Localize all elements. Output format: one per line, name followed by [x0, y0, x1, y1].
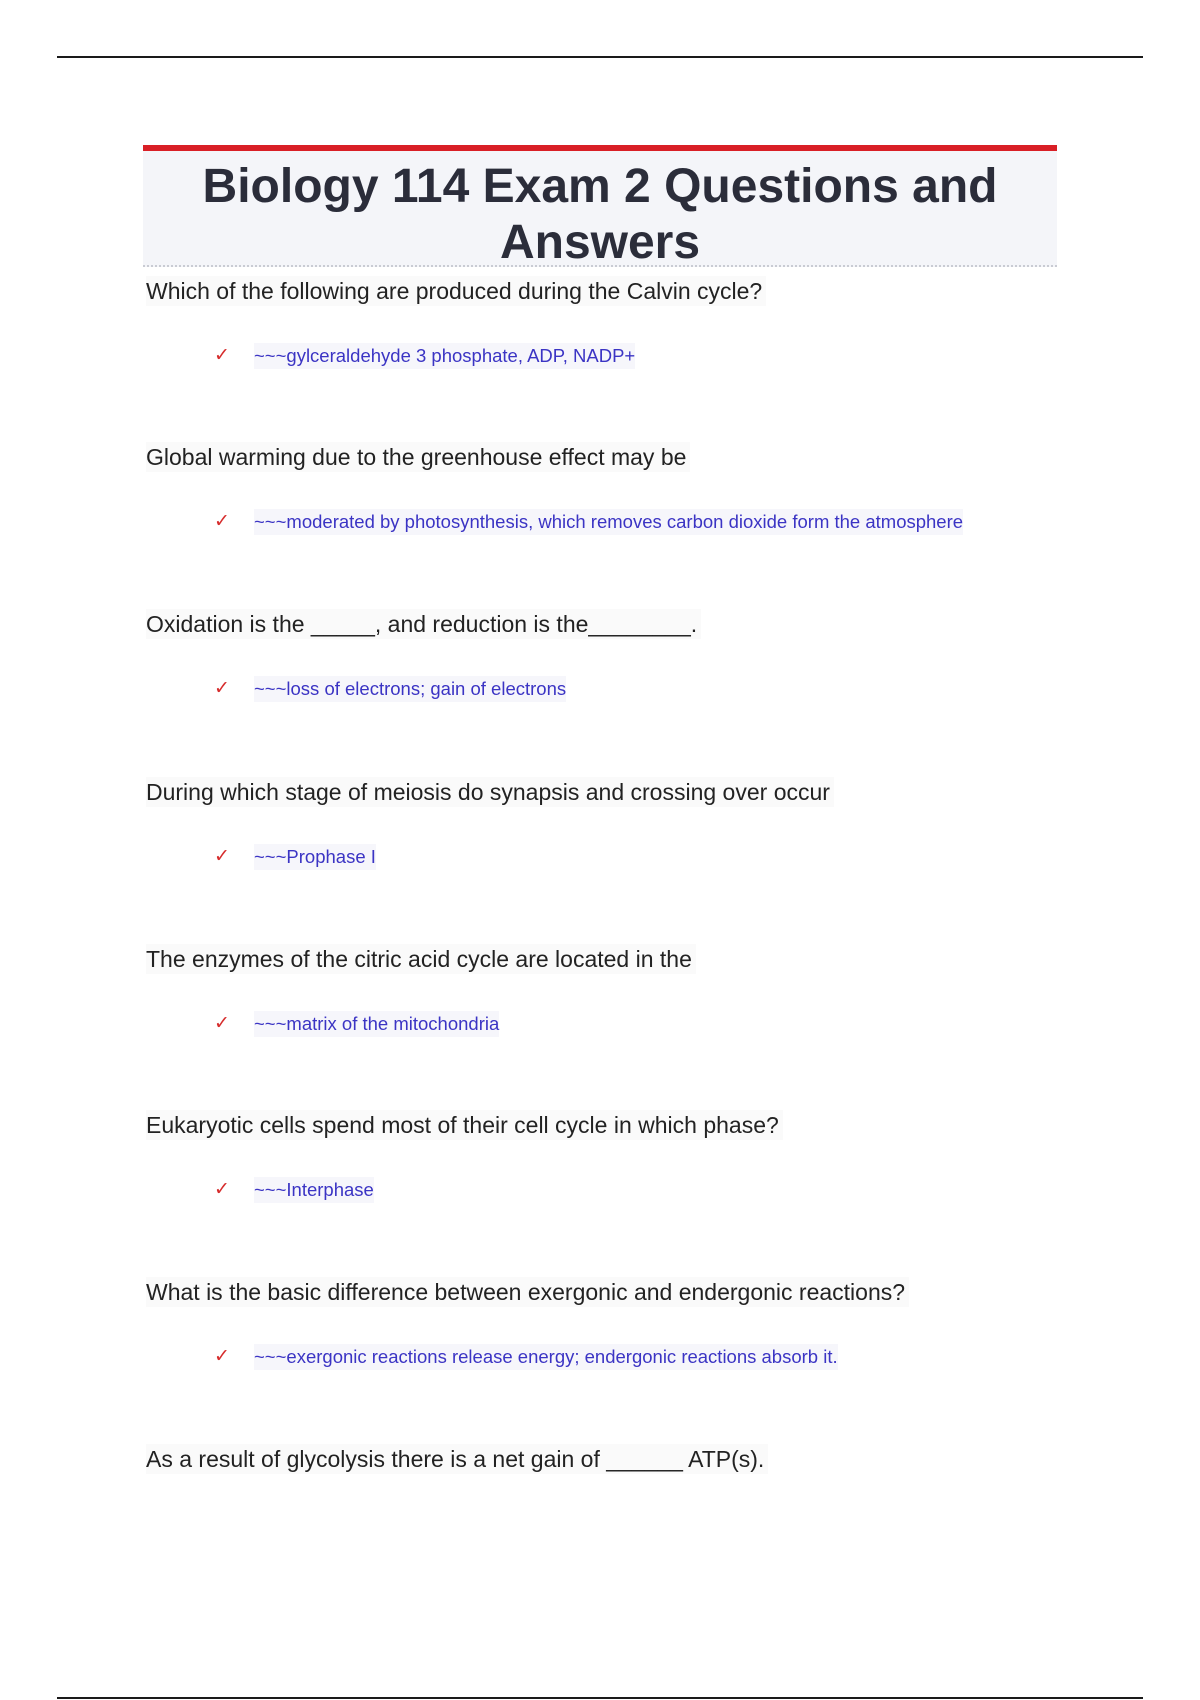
- check-icon: ✓: [214, 345, 230, 366]
- check-icon: ✓: [214, 846, 230, 867]
- answer-row: [214, 676, 566, 702]
- answer-text: ~~~moderated by photosynthesis, which removes carbon dioxide form the atmosphere: [254, 509, 963, 535]
- question-text: During which stage of meiosis do synapsis and crossing over occur: [146, 777, 834, 807]
- answer-text: ~~~Interphase: [254, 1177, 374, 1203]
- answer-row: [214, 844, 376, 870]
- answer-row: [214, 1177, 374, 1203]
- document-title: Biology 114 Exam 2 Questions and Answers: [202, 160, 998, 269]
- answer-text: ~~~exergonic reactions release energy; endergonic reactions absorb it.: [254, 1344, 838, 1370]
- question-text: What is the basic difference between exergonic and endergonic reactions?: [146, 1277, 909, 1307]
- answer-row: [214, 343, 635, 369]
- answer-text: ~~~Prophase I: [254, 844, 376, 870]
- title-banner: [143, 145, 1057, 267]
- page-top-rule: [57, 56, 1143, 58]
- answer-text: ~~~gylceraldehyde 3 phosphate, ADP, NADP+: [254, 343, 635, 369]
- check-icon: ✓: [214, 1179, 230, 1200]
- question-text: Eukaryotic cells spend most of their cell cycle in which phase?: [146, 1110, 783, 1140]
- question-text: As a result of glycolysis there is a net gain of ______ ATP(s).: [146, 1444, 768, 1474]
- page-bottom-rule: [57, 1697, 1143, 1699]
- check-icon: ✓: [214, 1346, 230, 1367]
- check-icon: ✓: [214, 511, 230, 532]
- answer-text: ~~~matrix of the mitochondria: [254, 1011, 499, 1037]
- question-text: Global warming due to the greenhouse effect may be: [146, 442, 690, 472]
- answer-row: [214, 1011, 499, 1037]
- answer-row: [214, 509, 963, 535]
- question-text: Which of the following are produced during the Calvin cycle?: [146, 276, 766, 306]
- check-icon: ✓: [214, 1013, 230, 1034]
- check-icon: ✓: [214, 678, 230, 699]
- question-text: Oxidation is the _____, and reduction is the________.: [146, 609, 701, 639]
- question-text: The enzymes of the citric acid cycle are located in the: [146, 944, 696, 974]
- answer-text: ~~~loss of electrons; gain of electrons: [254, 676, 566, 702]
- answer-row: [214, 1344, 838, 1370]
